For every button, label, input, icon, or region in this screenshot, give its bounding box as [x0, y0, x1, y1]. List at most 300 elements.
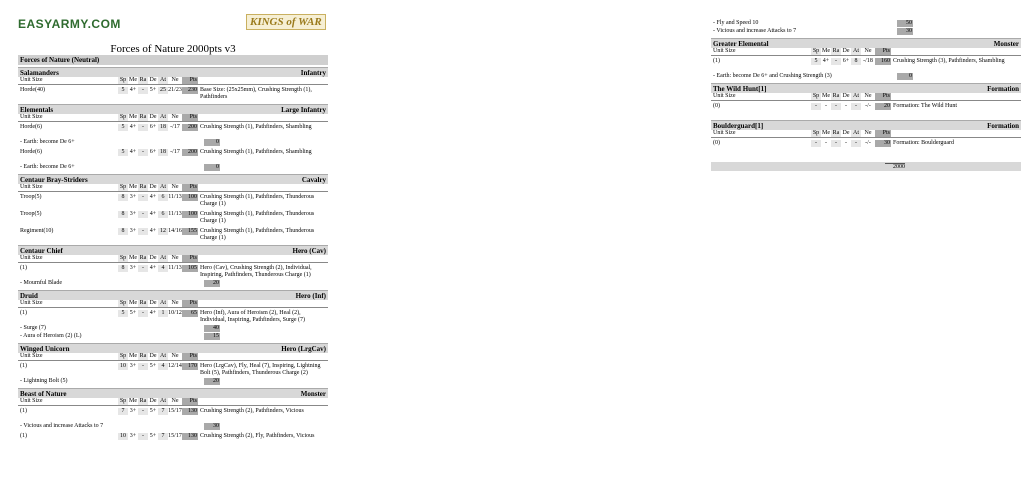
col-header-pts: Pts [182, 300, 198, 307]
stat-size: (1) [20, 408, 27, 414]
stat-header-row [18, 77, 328, 85]
stat-ne: 11/13 [168, 265, 182, 271]
stat-de: 4+ [149, 310, 157, 316]
unit-stat-row [18, 209, 328, 226]
unit-header [18, 388, 328, 398]
stat-ne: 11/13 [168, 211, 182, 217]
stat-ne: 12/14 [168, 363, 182, 369]
stat-header-row [18, 255, 328, 263]
unit-block [18, 245, 328, 288]
stat-sp: 8 [118, 265, 128, 272]
stat-size: Horde(6) [20, 124, 42, 130]
col-header-sp: Sp [119, 184, 127, 190]
stat-me: 3+ [129, 363, 137, 369]
col-header-name: Unit Size [20, 353, 43, 359]
unit-block [18, 104, 328, 172]
stat-size: Regiment(10) [20, 228, 54, 234]
unit-header [711, 120, 1021, 130]
col-header-ra: Ra [139, 184, 147, 190]
col-header-de: De [149, 300, 157, 306]
col-header-sp: Sp [119, 255, 127, 261]
total-points: 2000 [885, 163, 905, 171]
col-header-sp: Sp [119, 398, 127, 404]
col-header-me: Me [822, 93, 830, 99]
col-header-ra: Ra [832, 93, 840, 99]
col-header-sp: Sp [812, 48, 820, 54]
stat-de: 4+ [149, 194, 157, 200]
stat-me: 4+ [129, 87, 137, 93]
stat-sp: 8 [118, 228, 128, 235]
unit-stat-row [711, 56, 1021, 73]
stat-at: 4 [158, 363, 168, 370]
col-header-me: Me [822, 48, 830, 54]
option-points: 30 [897, 28, 913, 35]
stat-de: - [845, 140, 847, 146]
col-header-sp: Sp [812, 93, 820, 99]
col-header-me: Me [129, 300, 137, 306]
option-label: - Earth: become De 6+ [20, 164, 75, 170]
stat-size: Troop(5) [20, 211, 42, 217]
col-header-ra: Ra [832, 130, 840, 136]
stat-size: (1) [20, 310, 27, 316]
option-row [18, 164, 328, 172]
total-bar [711, 162, 1021, 171]
option-label: - Mournful Blade [20, 280, 62, 286]
unit-name: The Wild Hunt[1] [713, 85, 767, 93]
stat-at: - [851, 140, 861, 147]
col-header-ra: Ra [139, 114, 147, 120]
stat-pts: 20 [875, 103, 891, 110]
stat-sp: 8 [118, 211, 128, 218]
col-header-name: Unit Size [713, 130, 736, 136]
unit-name: Druid [20, 292, 38, 300]
unit-stat-row [18, 226, 328, 243]
stat-sp: - [811, 103, 821, 110]
unit-stat-row [18, 263, 328, 280]
stat-size: (1) [20, 433, 27, 439]
stat-pts: 100 [182, 211, 198, 218]
col-header-name: Unit Size [20, 255, 43, 261]
option-points: 15 [204, 333, 220, 340]
col-header-de: De [842, 48, 850, 54]
col-header-me: Me [129, 77, 137, 83]
stat-ra: - [138, 433, 148, 440]
unit-block [18, 174, 328, 243]
col-header-name: Unit Size [20, 77, 43, 83]
stat-de: 5+ [149, 408, 157, 414]
stat-de: 4+ [149, 211, 157, 217]
stat-header-row [711, 130, 1021, 138]
col-header-me: Me [129, 255, 137, 261]
stat-size: (1) [20, 265, 27, 271]
col-header-ra: Ra [139, 300, 147, 306]
col-header-me: Me [129, 353, 137, 359]
option-points: 30 [204, 423, 220, 430]
unit-stat-row [18, 192, 328, 209]
stat-me: 3+ [129, 433, 137, 439]
unit-stat-row [18, 85, 328, 102]
stat-pts: 30 [875, 140, 891, 147]
stat-ra: - [138, 149, 148, 156]
page-header [18, 8, 328, 44]
stat-size: (1) [20, 363, 27, 369]
stat-ne: -/17 [170, 149, 180, 155]
stat-ra: - [138, 408, 148, 415]
unit-block [18, 343, 328, 386]
col-header-pts: Pts [875, 48, 891, 55]
stat-pts: 65 [182, 310, 198, 317]
option-label: - Vicious and increase Attacks to 7 [20, 423, 104, 429]
unit-block [18, 290, 328, 341]
stat-ra: - [831, 103, 841, 110]
stat-ne: -/17 [170, 124, 180, 130]
option-label: - Earth: become De 6+ [20, 139, 75, 145]
col-header-sp: Sp [119, 353, 127, 359]
stat-ra: - [138, 211, 148, 218]
col-header-ne: Ne [864, 93, 872, 99]
document-title: Forces of Nature 2000pts v3 [110, 43, 236, 55]
col-header-sp: Sp [119, 300, 127, 306]
col-header-ne: Ne [171, 398, 179, 404]
stat-special: Crushing Strength (1), Pathfinders, Thunderous Charge (1) [200, 194, 315, 207]
stat-de: 4+ [149, 265, 157, 271]
col-header-name: Unit Size [713, 93, 736, 99]
unit-type: Infantry [300, 69, 326, 77]
col-header-me: Me [822, 130, 830, 136]
stat-pts: 170 [182, 363, 198, 370]
stat-pts: 200 [182, 149, 198, 156]
brand-logo[interactable]: EASYARMY.COM [18, 17, 121, 31]
stat-me: 3+ [129, 408, 137, 414]
col-header-ne: Ne [864, 130, 872, 136]
stat-at: 6 [158, 194, 168, 201]
col-header-me: Me [129, 114, 137, 120]
col-header-me: Me [129, 184, 137, 190]
option-label: - Aura of Heroism (2) (L) [20, 333, 82, 339]
stat-pts: 230 [182, 87, 198, 94]
stat-at: 8 [851, 58, 861, 65]
stat-me: 3+ [129, 211, 137, 217]
stat-de: 6+ [149, 124, 157, 130]
stat-at: 4 [158, 265, 168, 272]
unit-type: Formation [987, 122, 1019, 130]
stat-me: 4+ [129, 124, 137, 130]
col-header-pts: Pts [182, 353, 198, 360]
col-header-at: At [853, 93, 859, 99]
col-header-pts: Pts [875, 93, 891, 100]
option-points: 20 [204, 378, 220, 385]
stat-ne: -/- [865, 140, 871, 146]
stat-size: (0) [713, 103, 720, 109]
col-header-de: De [842, 93, 850, 99]
col-header-at: At [160, 255, 166, 261]
stat-header-row [18, 398, 328, 406]
unit-block [18, 388, 328, 448]
col-header-name: Unit Size [20, 300, 43, 306]
stat-ne: 15/17 [168, 408, 182, 414]
stat-ra: - [138, 194, 148, 201]
col-header-at: At [160, 184, 166, 190]
stat-special: Formation: The Wild Hunt [893, 103, 958, 109]
option-points: 40 [204, 325, 220, 332]
col-header-at: At [853, 48, 859, 54]
col-header-pts: Pts [875, 130, 891, 137]
unit-name: Boulderguard[1] [713, 122, 764, 130]
col-header-pts: Pts [182, 255, 198, 262]
unit-stat-row [18, 122, 328, 139]
stat-pts: 160 [875, 58, 891, 65]
stat-at: - [851, 103, 861, 110]
unit-name: Winged Unicorn [20, 345, 70, 353]
option-row [18, 325, 328, 333]
unit-type: Formation [987, 85, 1019, 93]
page-right [345, 0, 1019, 488]
stat-pts: 130 [182, 433, 198, 440]
stat-me: 4+ [822, 58, 830, 64]
stat-at: 12 [160, 228, 166, 234]
unit-type: Hero (Inf) [295, 292, 326, 300]
unit-stat-row [18, 406, 328, 423]
stat-size: Troop(5) [20, 194, 42, 200]
col-header-at: At [160, 300, 166, 306]
col-header-sp: Sp [119, 114, 127, 120]
col-header-ne: Ne [171, 255, 179, 261]
stat-pts: 105 [182, 265, 198, 272]
stat-ra: - [138, 363, 148, 370]
option-points: 0 [204, 164, 220, 171]
option-label: - Earth: become De 6+ and Crushing Strength (3) [713, 73, 832, 79]
stat-me: - [825, 140, 827, 146]
unit-header [18, 104, 328, 114]
stat-special: Hero (Inf), Aura of Heroism (2), Heal (2), Individual, Inspiring, Pathfinders, Surge (7) [200, 310, 306, 323]
option-row [18, 378, 328, 386]
stat-at: 1 [158, 310, 168, 317]
stat-ne: 11/13 [168, 194, 182, 200]
col-header-name: Unit Size [20, 398, 43, 404]
col-header-ne: Ne [171, 114, 179, 120]
col-header-ne: Ne [864, 48, 872, 54]
stat-sp: 5 [118, 310, 128, 317]
col-header-ne: Ne [171, 353, 179, 359]
unit-header [711, 83, 1021, 93]
col-header-de: De [149, 255, 157, 261]
stat-at: 7 [158, 408, 168, 415]
stat-pts: 130 [182, 408, 198, 415]
stat-sp: 7 [118, 408, 128, 415]
unit-header [711, 38, 1021, 48]
stat-special: Crushing Strength (1), Pathfinders, Shambling [200, 149, 312, 155]
stat-me: 3+ [129, 228, 137, 234]
stat-de: 4+ [149, 228, 157, 234]
stat-sp: 10 [120, 363, 126, 369]
unit-stat-row [711, 138, 1021, 155]
unit-block [711, 83, 1021, 118]
stat-sp: 5 [118, 124, 128, 131]
stat-sp: 10 [120, 433, 126, 439]
continued-options [711, 20, 1021, 36]
unit-header [18, 290, 328, 300]
unit-type: Hero (Cav) [292, 247, 326, 255]
col-header-at: At [160, 398, 166, 404]
option-row [711, 73, 1021, 81]
option-points: 0 [897, 73, 913, 80]
stat-ne: 21/23 [168, 87, 182, 93]
col-header-sp: Sp [812, 130, 820, 136]
col-header-pts: Pts [182, 184, 198, 191]
stat-header-row [18, 114, 328, 122]
kings-of-war-logo: KINGS of WAR [246, 14, 326, 30]
stat-size: (1) [713, 58, 720, 64]
unit-type: Large Infantry [281, 106, 326, 114]
option-label: - Fly and Speed 10 [713, 20, 759, 26]
stat-at: 25 [160, 87, 166, 93]
left-column [18, 55, 328, 448]
col-header-de: De [149, 77, 157, 83]
stat-sp: 5 [811, 58, 821, 65]
stat-pts: 200 [182, 124, 198, 131]
stat-special: Formation: Boulderguard [893, 140, 955, 146]
stat-header-row [18, 300, 328, 308]
stat-header-row [711, 93, 1021, 101]
stat-special: Crushing Strength (2), Fly, Pathfinders, Vicious [200, 433, 315, 439]
unit-header [18, 343, 328, 353]
unit-header [18, 245, 328, 255]
army-name: Forces of Nature (Neutral) [18, 55, 328, 65]
stat-ra: - [831, 140, 841, 147]
unit-block [18, 67, 328, 102]
stat-special: Crushing Strength (1), Pathfinders, Thunderous Charge (1) [200, 228, 315, 241]
stat-sp: 5 [118, 87, 128, 94]
option-label: - Lightning Bolt (5) [20, 378, 68, 384]
col-header-pts: Pts [182, 398, 198, 405]
option-row [18, 139, 328, 147]
stat-special: Hero (LrgCav), Fly, Heal (7), Inspiring, Lightning Bolt (5), Pathfinders, Thunderous Charge (2) [200, 363, 321, 376]
stat-at: 7 [158, 433, 168, 440]
stat-de: 6+ [149, 149, 157, 155]
stat-me: 5+ [129, 310, 137, 316]
option-row [711, 28, 1021, 36]
col-header-at: At [160, 353, 166, 359]
stat-size: Horde(6) [20, 149, 42, 155]
stat-special: Crushing Strength (1), Pathfinders, Thunderous Charge (1) [200, 211, 315, 224]
col-header-ra: Ra [139, 398, 147, 404]
unit-name: Beast of Nature [20, 390, 67, 398]
total-row [711, 162, 1021, 171]
col-header-at: At [853, 130, 859, 136]
option-label: - Vicious and increase Attacks to 7 [713, 28, 797, 34]
unit-stat-row [18, 431, 328, 448]
stat-size: (0) [713, 140, 720, 146]
option-row [18, 423, 328, 431]
stat-header-row [18, 184, 328, 192]
stat-me: 3+ [129, 194, 137, 200]
unit-type: Hero (LrgCav) [281, 345, 326, 353]
option-points: 20 [204, 280, 220, 287]
stat-at: 6 [158, 211, 168, 218]
unit-type: Monster [300, 390, 326, 398]
stat-at: 18 [160, 124, 166, 130]
page-left [0, 0, 345, 488]
unit-name: Centaur Bray-Striders [20, 176, 88, 184]
option-row [18, 333, 328, 341]
col-header-de: De [842, 130, 850, 136]
stat-header-row [18, 353, 328, 361]
stat-me: 4+ [129, 149, 137, 155]
stat-header-row [711, 48, 1021, 56]
unit-stat-row [18, 147, 328, 164]
option-points: 50 [897, 20, 913, 27]
stat-ra: - [138, 228, 148, 235]
stat-pts: 155 [182, 228, 198, 235]
stat-sp: - [811, 140, 821, 147]
col-header-ne: Ne [171, 184, 179, 190]
unit-block [711, 38, 1021, 81]
col-header-at: At [160, 114, 166, 120]
stat-special: Crushing Strength (1), Pathfinders, Shambling [200, 124, 312, 130]
stat-me: 3+ [129, 265, 137, 271]
stat-special: Base Size: (25x25mm), Crushing Strength (1), Pathfinders [200, 87, 312, 100]
col-header-de: De [149, 184, 157, 190]
stat-ra: - [831, 58, 841, 65]
col-header-de: De [149, 114, 157, 120]
col-header-de: De [149, 353, 157, 359]
stat-de: 6+ [842, 58, 850, 64]
stat-ne: 15/17 [168, 433, 182, 439]
option-row [18, 280, 328, 288]
stat-ne: -/18 [863, 58, 873, 64]
unit-block [711, 120, 1021, 155]
unit-header [18, 67, 328, 77]
unit-stat-row [18, 308, 328, 325]
unit-name: Elementals [20, 106, 54, 114]
stat-ne: 10/12 [168, 310, 182, 316]
left-unit-list [18, 67, 328, 448]
unit-name: Salamanders [20, 69, 59, 77]
right-column [711, 20, 1021, 171]
stat-ra: - [138, 310, 148, 317]
col-header-ra: Ra [832, 48, 840, 54]
unit-type: Cavalry [301, 176, 326, 184]
col-header-name: Unit Size [713, 48, 736, 54]
stat-special: Hero (Cav), Crushing Strength (2), Individual, Inspiring, Pathfinders, Thunderous Charge (1) [200, 265, 312, 278]
unit-stat-row [18, 361, 328, 378]
option-points: 0 [204, 139, 220, 146]
col-header-at: At [160, 77, 166, 83]
stat-de: - [845, 103, 847, 109]
col-header-de: De [149, 398, 157, 404]
stat-special: Crushing Strength (3), Pathfinders, Shambling [893, 58, 1005, 64]
stat-de: 5+ [149, 363, 157, 369]
stat-ne: -/- [865, 103, 871, 109]
unit-header [18, 174, 328, 184]
option-label: - Surge (7) [20, 325, 46, 331]
col-header-ra: Ra [139, 353, 147, 359]
col-header-pts: Pts [182, 114, 198, 121]
stat-ra: - [138, 124, 148, 131]
stat-pts: 100 [182, 194, 198, 201]
col-header-ra: Ra [139, 77, 147, 83]
col-header-me: Me [129, 398, 137, 404]
stat-special: Crushing Strength (2), Pathfinders, Vicious [200, 408, 304, 414]
right-unit-list [711, 38, 1021, 155]
stat-at: 18 [160, 149, 166, 155]
stat-sp: 8 [118, 194, 128, 201]
col-header-name: Unit Size [20, 114, 43, 120]
stat-ra: - [138, 87, 148, 94]
stat-me: - [825, 103, 827, 109]
stat-size: Horde(40) [20, 87, 45, 93]
stat-de: 5+ [149, 433, 157, 439]
